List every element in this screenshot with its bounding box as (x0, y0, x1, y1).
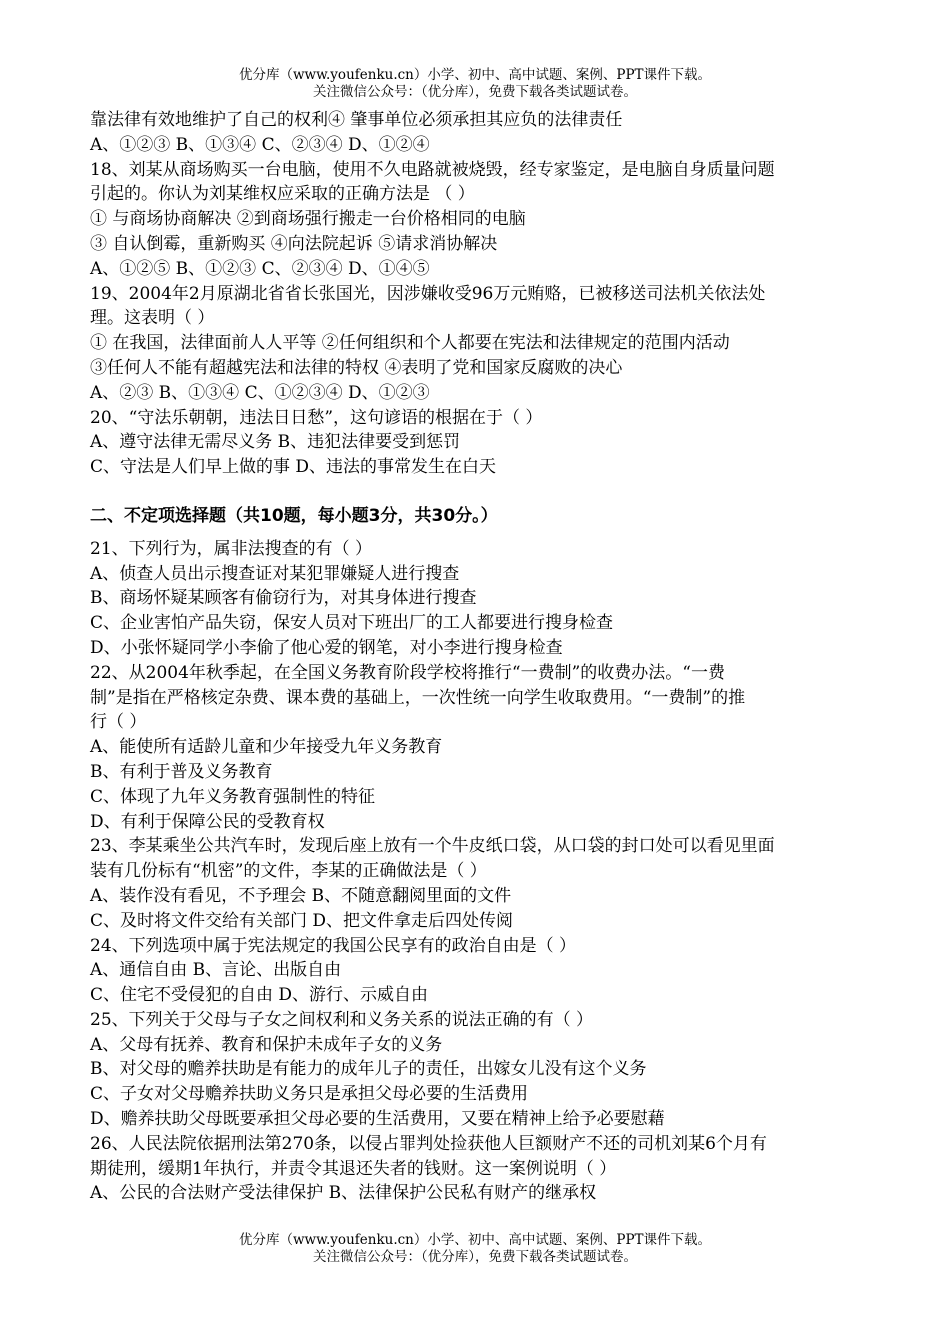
questions-part-one (90, 108, 870, 480)
text-line: 理。这表明（ ） (90, 308, 215, 329)
text-line: 26、人民法院依据刑法第270条，以侵占罪判处捡获他人巨额财产不还的司机刘某6个月有 (90, 1133, 767, 1154)
text-line: A、装作没有看见，不予理会 B、不随意翻阅里面的文件 (90, 885, 512, 906)
text-line: ③ 自认倒霉，重新购买 ④向法院起诉 ⑤请求消协解决 (90, 233, 498, 254)
text-line: 行（ ） (90, 712, 147, 733)
section-title: 二、不定项选择题（共10题，每小题3分，共30分。） (90, 505, 498, 526)
text-line: 期徒刑，缓期1年执行，并责令其退还失者的钱财。这一案例说明（ ） (90, 1158, 617, 1179)
text-line: C、体现了九年义务教育强制性的特征 (90, 786, 376, 807)
text-line: A、能使所有适龄儿童和少年接受九年义务教育 (90, 737, 443, 758)
text-line: A、②③ B、①③④ C、①②③④ D、①②③ (90, 382, 430, 403)
page-footer (0, 1232, 950, 1266)
text-line: D、赡养扶助父母既要承担父母必要的生活费用，又要在精神上给予必要慰藉 (90, 1109, 665, 1130)
text-line: D、有利于保障公民的受教育权 (90, 811, 325, 832)
text-line: B、商场怀疑某顾客有偷窃行为，对其身体进行搜查 (90, 588, 477, 609)
text-line: 22、从2004年秋季起，在全国义务教育阶段学校将推行“一费制”的收费办法。“一费 (90, 662, 725, 683)
questions-part-two (90, 537, 870, 1207)
text-line: 20、“守法乐朝朝，违法日日愁”，这句谚语的根据在于（ ） (90, 407, 543, 428)
text-line: A、①②⑤ B、①②③ C、②③④ D、①④⑤ (90, 258, 430, 279)
text-line: 25、下列关于父母与子女之间权利和义务关系的说法正确的有（ ） (90, 1009, 594, 1030)
text-line: ① 与商场协商解决 ②到商场强行搬走一台价格相同的电脑 (90, 209, 526, 230)
text-line: A、①②③ B、①③④ C、②③④ D、①②④ (90, 134, 430, 155)
footer-line-2: 关注微信公众号：（优分库），免费下载各类试题试卷。 (313, 1249, 637, 1265)
text-line: C、子女对父母赡养扶助义务只是承担父母必要的生活费用 (90, 1084, 529, 1105)
text-line: ① 在我国，法律面前人人平等 ②任何组织和个人都要在宪法和法律规定的范围内活动 (90, 333, 730, 354)
text-line: 18、刘某从商场购买一台电脑，使用不久电路就被烧毁，经专家鉴定，是电脑自身质量问题 (90, 159, 775, 180)
text-line: 19、2004年2月原湖北省省长张国光，因涉嫌收受96万元贿赂，已被移送司法机关依法处 (90, 283, 766, 304)
text-line: C、及时将文件交给有关部门 D、把文件拿走后四处传阅 (90, 910, 514, 931)
text-line: C、企业害怕产品失窃，保安人员对下班出厂的工人都要进行搜身检查 (90, 613, 614, 634)
text-line: A、父母有抚养、教育和保护未成年子女的义务 (90, 1034, 443, 1055)
text-line: D、小张怀疑同学小李偷了他心爱的钢笔，对小李进行搜身检查 (90, 637, 563, 658)
text-line: A、遵守法律无需尽义务 B、违犯法律要受到惩罚 (90, 432, 461, 453)
text-line: 装有几份标有“机密”的文件，李某的正确做法是（ ） (90, 861, 487, 882)
footer-line-1: 优分库（www.youfenku.cn）小学、初中、高中试题、案例、PPT课件下载。 (238, 1232, 712, 1248)
page-header (0, 67, 950, 101)
section-gap-small (90, 529, 870, 537)
header-line-1: 优分库（www.youfenku.cn）小学、初中、高中试题、案例、PPT课件下载。 (238, 67, 712, 83)
text-line: 24、下列选项中属于宪法规定的我国公民享有的政治自由是（ ） (90, 935, 577, 956)
section-gap (90, 480, 870, 504)
text-line: 靠法律有效地维护了自己的权利④ 肇事单位必须承担其应负的法律责任 (90, 110, 623, 130)
text-line: B、对父母的赡养扶助是有能力的成年儿子的责任，出嫁女儿没有这个义务 (90, 1059, 647, 1080)
text-line: 23、李某乘坐公共汽车时，发现后座上放有一个牛皮纸口袋，从口袋的封口处可以看见里面 (90, 836, 775, 857)
exam-body (90, 108, 870, 1206)
text-line: 制”是指在严格核定杂费、课本费的基础上，一次性统一向学生收取费用。“一费制”的推 (90, 687, 746, 708)
text-line: C、住宅不受侵犯的自由 D、游行、示威自由 (90, 985, 429, 1006)
text-line: B、有利于普及义务教育 (90, 761, 273, 782)
text-line: 引起的。你认为刘某维权应采取的正确方法是 （ ） (90, 184, 475, 205)
text-line: A、通信自由 B、言论、出版自由 (90, 960, 342, 981)
text-line: ③任何人不能有超越宪法和法律的特权 ④表明了党和国家反腐败的决心 (90, 357, 623, 378)
text-line: 21、下列行为，属非法搜查的有（ ） (90, 538, 373, 559)
text-line: C、守法是人们早上做的事 D、违法的事常发生在白天 (90, 457, 497, 478)
header-line-2: 关注微信公众号：（优分库），免费下载各类试题试卷。 (313, 84, 637, 100)
text-line: A、侦查人员出示搜查证对某犯罪嫌疑人进行搜查 (90, 563, 460, 584)
text-line: A、公民的合法财产受法律保护 B、法律保护公民私有财产的继承权 (90, 1183, 597, 1204)
